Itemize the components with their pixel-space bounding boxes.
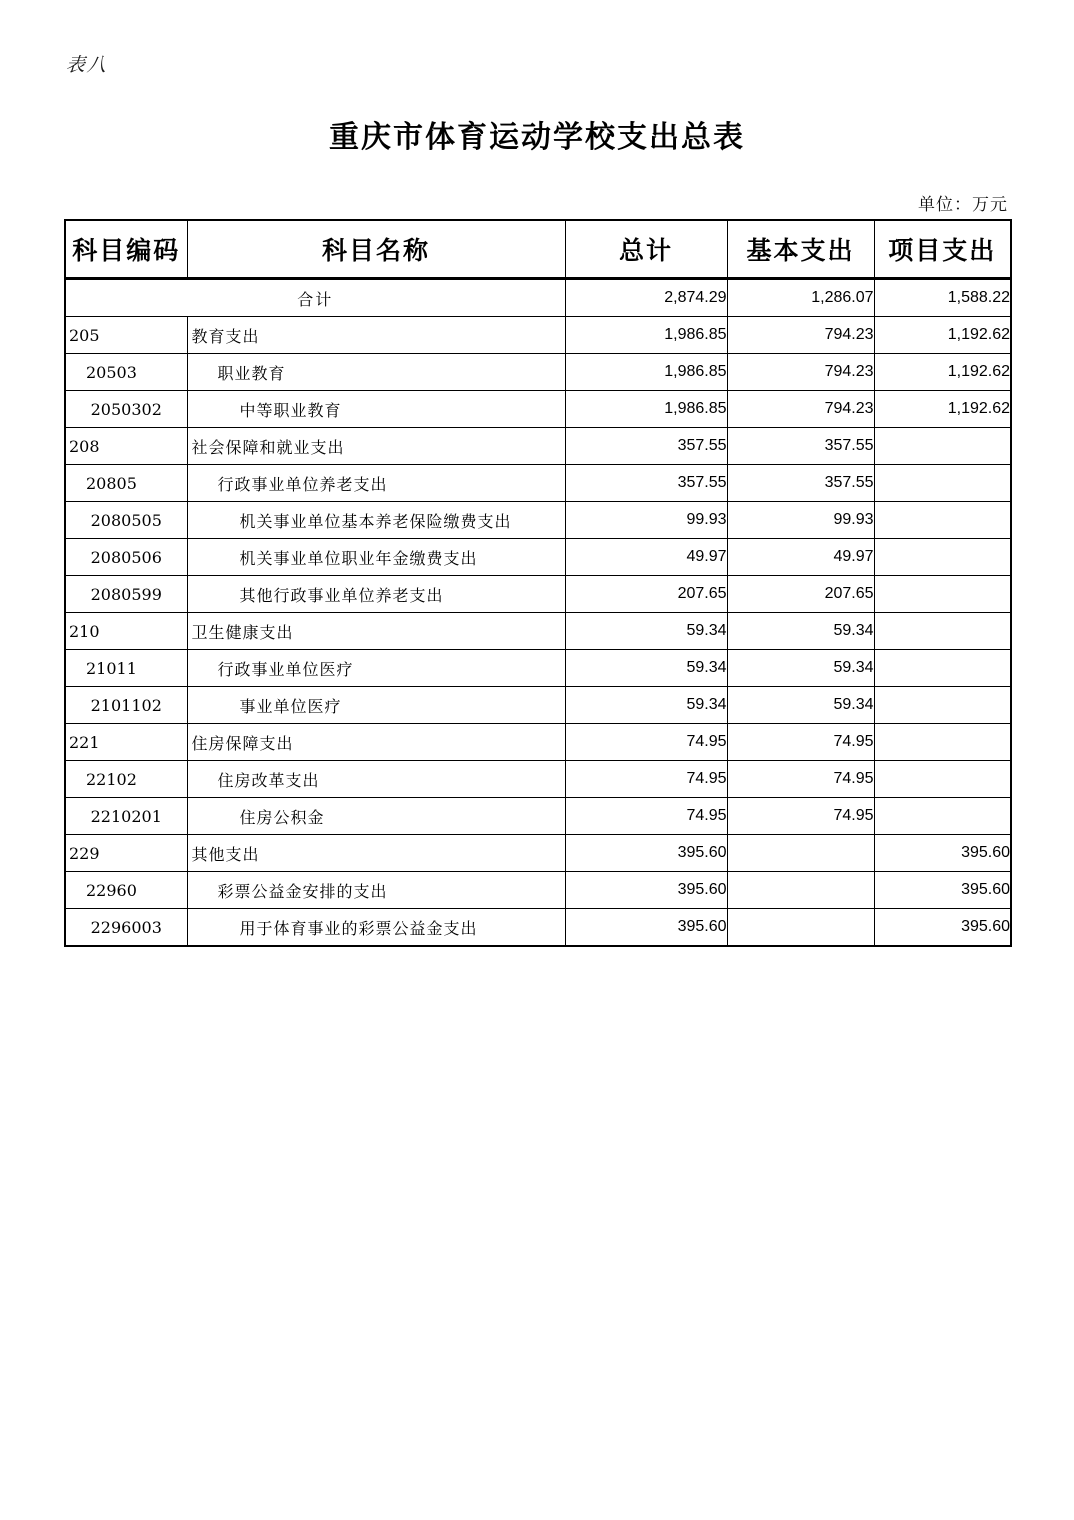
row-project-cell: 395.60 <box>874 835 1011 872</box>
row-total-cell: 357.55 <box>565 428 727 465</box>
row-project-cell <box>874 650 1011 687</box>
table-row <box>65 502 1011 539</box>
row-code-cell <box>65 317 187 354</box>
table-row <box>65 465 1011 502</box>
row-name: 社会保障和就业支出 <box>191 437 345 457</box>
row-name: 事业单位医疗 <box>239 696 342 716</box>
row-total-cell: 1,986.85 <box>565 354 727 391</box>
row-total-cell: 357.55 <box>565 465 727 502</box>
row-code: 2080505 <box>90 510 162 530</box>
row-name-cell <box>187 687 565 724</box>
table-body <box>65 279 1011 947</box>
row-basic-cell: 794.23 <box>727 391 874 428</box>
row-name-cell <box>187 317 565 354</box>
row-code-cell <box>65 391 187 428</box>
row-total-cell: 99.93 <box>565 502 727 539</box>
row-code: 20805 <box>86 473 137 493</box>
row-name: 住房改革支出 <box>217 770 320 790</box>
summary-project-cell: 1,588.22 <box>874 279 1011 317</box>
row-basic-cell: 207.65 <box>727 576 874 613</box>
row-project-cell: 1,192.62 <box>874 317 1011 354</box>
table-row-summary <box>65 279 1011 317</box>
table-row <box>65 835 1011 872</box>
row-basic-cell: 74.95 <box>727 761 874 798</box>
table-row <box>65 576 1011 613</box>
row-total-cell: 59.34 <box>565 613 727 650</box>
row-code-cell <box>65 872 187 909</box>
row-code: 2296003 <box>90 917 162 937</box>
row-project-cell: 395.60 <box>874 872 1011 909</box>
row-total-cell: 59.34 <box>565 687 727 724</box>
row-name: 中等职业教育 <box>239 400 342 420</box>
row-code: 2210201 <box>90 806 162 826</box>
row-name-cell <box>187 650 565 687</box>
row-code: 205 <box>69 325 100 345</box>
row-total-cell: 1,986.85 <box>565 391 727 428</box>
row-name-cell <box>187 428 565 465</box>
table-row <box>65 391 1011 428</box>
row-total-cell: 1,986.85 <box>565 317 727 354</box>
row-name-cell <box>187 613 565 650</box>
row-code: 229 <box>69 843 100 863</box>
unit-note: 单位：万元 <box>918 195 1008 215</box>
row-total-cell: 59.34 <box>565 650 727 687</box>
row-name-cell <box>187 576 565 613</box>
row-code: 2080506 <box>90 547 162 567</box>
row-name-cell <box>187 872 565 909</box>
row-name: 用于体育事业的彩票公益金支出 <box>239 918 478 938</box>
row-code-cell <box>65 539 187 576</box>
row-name-cell <box>187 761 565 798</box>
row-name: 机关事业单位基本养老保险缴费支出 <box>239 511 512 531</box>
row-project-cell <box>874 465 1011 502</box>
expenditure-summary-table <box>64 219 1012 947</box>
row-name: 卫生健康支出 <box>191 622 294 642</box>
table-header <box>65 220 1011 279</box>
row-code-cell <box>65 650 187 687</box>
table-row <box>65 687 1011 724</box>
row-code: 21011 <box>86 658 137 678</box>
row-code: 20503 <box>86 362 137 382</box>
row-code: 221 <box>69 732 100 752</box>
table-row <box>65 761 1011 798</box>
table-row <box>65 428 1011 465</box>
row-name-cell <box>187 835 565 872</box>
row-code: 22102 <box>86 769 137 789</box>
row-project-cell <box>874 798 1011 835</box>
row-name-cell <box>187 539 565 576</box>
summary-total-cell: 2,874.29 <box>565 279 727 317</box>
row-name: 彩票公益金安排的支出 <box>217 881 388 901</box>
row-code: 2101102 <box>90 695 162 715</box>
row-code-cell <box>65 613 187 650</box>
row-name: 住房公积金 <box>239 807 325 827</box>
row-code-cell <box>65 761 187 798</box>
row-basic-cell <box>727 872 874 909</box>
row-name-cell <box>187 798 565 835</box>
summary-label-cell <box>65 279 565 317</box>
row-name-cell <box>187 502 565 539</box>
table-row <box>65 539 1011 576</box>
row-name: 职业教育 <box>217 363 286 383</box>
column-header-project: 项目支出 <box>874 220 1011 279</box>
row-code-cell <box>65 465 187 502</box>
row-project-cell <box>874 613 1011 650</box>
row-name: 机关事业单位职业年金缴费支出 <box>239 548 478 568</box>
row-name: 其他支出 <box>191 844 260 864</box>
row-project-cell: 1,192.62 <box>874 354 1011 391</box>
table-row <box>65 724 1011 761</box>
table-row <box>65 613 1011 650</box>
table-header-row <box>65 220 1011 279</box>
table-row <box>65 317 1011 354</box>
table-row <box>65 872 1011 909</box>
row-total-cell: 74.95 <box>565 724 727 761</box>
column-header-basic: 基本支出 <box>727 220 874 279</box>
table-row <box>65 354 1011 391</box>
page-title: 重庆市体育运动学校支出总表 <box>329 120 745 155</box>
table-row <box>65 798 1011 835</box>
row-code: 22960 <box>86 880 137 900</box>
row-code-cell <box>65 798 187 835</box>
row-code: 2050302 <box>90 399 162 419</box>
column-header-total: 总计 <box>565 220 727 279</box>
expenditure-table-container <box>64 219 1010 947</box>
row-total-cell: 74.95 <box>565 761 727 798</box>
row-code-cell <box>65 576 187 613</box>
row-basic-cell: 357.55 <box>727 465 874 502</box>
table-row <box>65 650 1011 687</box>
row-basic-cell: 59.34 <box>727 687 874 724</box>
column-header-code: 科目编码 <box>65 220 187 279</box>
row-code: 2080599 <box>90 584 162 604</box>
row-basic-cell: 74.95 <box>727 798 874 835</box>
row-name-cell <box>187 465 565 502</box>
row-code-cell <box>65 724 187 761</box>
row-project-cell <box>874 576 1011 613</box>
row-total-cell: 49.97 <box>565 539 727 576</box>
row-name: 教育支出 <box>191 326 260 346</box>
row-name-cell <box>187 354 565 391</box>
row-project-cell <box>874 502 1011 539</box>
row-name: 行政事业单位医疗 <box>217 659 354 679</box>
row-project-cell: 1,192.62 <box>874 391 1011 428</box>
row-code-cell <box>65 354 187 391</box>
row-code: 210 <box>69 621 100 641</box>
row-name-cell <box>187 391 565 428</box>
row-name-cell <box>187 724 565 761</box>
row-code: 208 <box>69 436 100 456</box>
form-number-label: 表八 <box>65 54 109 76</box>
row-code-cell <box>65 687 187 724</box>
row-basic-cell: 74.95 <box>727 724 874 761</box>
row-basic-cell <box>727 909 874 947</box>
row-code-cell <box>65 428 187 465</box>
column-header-name: 科目名称 <box>187 220 565 279</box>
row-basic-cell <box>727 835 874 872</box>
row-project-cell <box>874 724 1011 761</box>
row-total-cell: 395.60 <box>565 909 727 947</box>
row-name: 行政事业单位养老支出 <box>217 474 388 494</box>
row-code-cell <box>65 909 187 947</box>
row-total-cell: 207.65 <box>565 576 727 613</box>
row-name: 其他行政事业单位养老支出 <box>239 585 444 605</box>
row-project-cell: 395.60 <box>874 909 1011 947</box>
row-code-cell <box>65 835 187 872</box>
row-project-cell <box>874 539 1011 576</box>
row-basic-cell: 794.23 <box>727 354 874 391</box>
table-row <box>65 909 1011 947</box>
row-project-cell <box>874 687 1011 724</box>
row-total-cell: 395.60 <box>565 835 727 872</box>
summary-basic-cell: 1,286.07 <box>727 279 874 317</box>
row-basic-cell: 794.23 <box>727 317 874 354</box>
row-total-cell: 395.60 <box>565 872 727 909</box>
row-name-cell <box>187 909 565 947</box>
row-basic-cell: 59.34 <box>727 650 874 687</box>
row-code-cell <box>65 502 187 539</box>
summary-label: 合计 <box>297 289 334 309</box>
row-total-cell: 74.95 <box>565 798 727 835</box>
row-name: 住房保障支出 <box>191 733 294 753</box>
row-basic-cell: 357.55 <box>727 428 874 465</box>
row-basic-cell: 99.93 <box>727 502 874 539</box>
row-project-cell <box>874 428 1011 465</box>
row-project-cell <box>874 761 1011 798</box>
row-basic-cell: 59.34 <box>727 613 874 650</box>
row-basic-cell: 49.97 <box>727 539 874 576</box>
